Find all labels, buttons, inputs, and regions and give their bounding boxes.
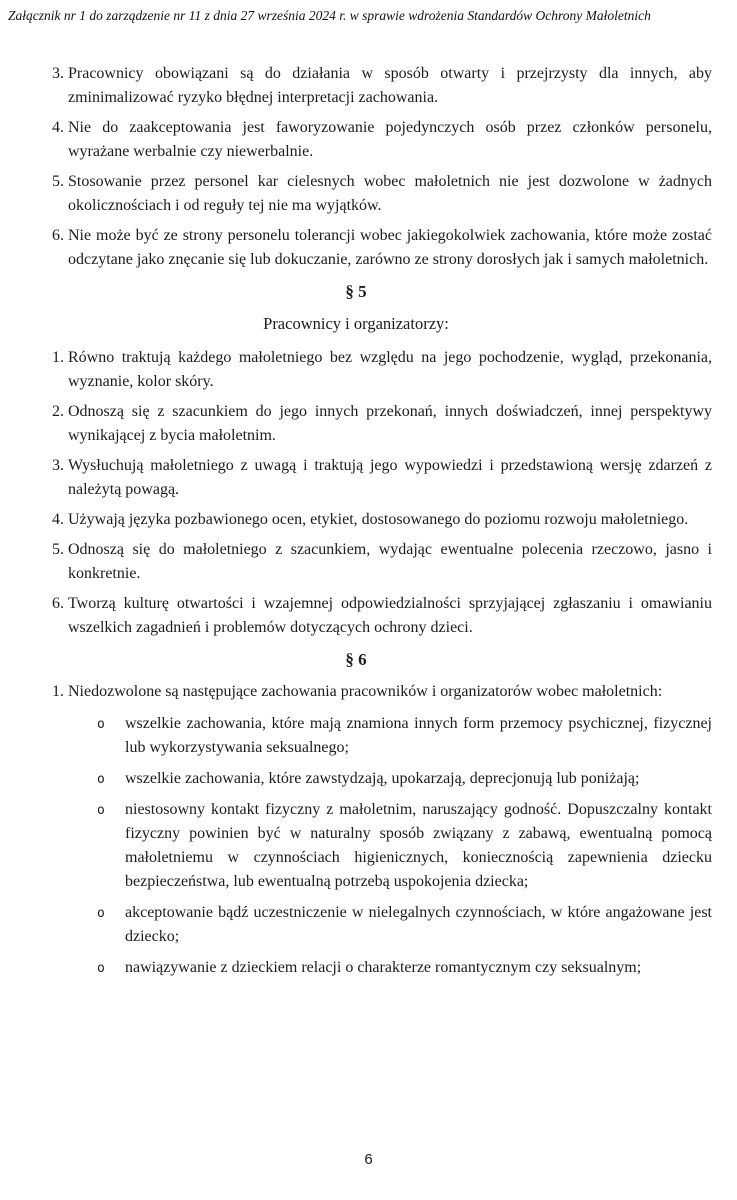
section-6-heading: § 6 [345, 650, 367, 669]
section-5-subheading: Pracownicy i organizatorzy: [263, 314, 449, 333]
item-text: Równo traktują każdego małoletniego bez względu na jego pochodzenie, wygląd, przekonania, wyznanie, kolor skóry. [68, 349, 712, 390]
item-text: Wysłuchują małoletniego z uwagą i traktują jego wypowiedzi i przedstawioną wersję zdarzeń z należytą powagą. [68, 457, 712, 498]
item-text: Nie może być ze strony personelu tolerancji wobec jakiegokolwiek zachowania, które może zostać odczytane jako znęcanie się lub dokuczanie, zarówno ze strony dorosłych jak i samych małoletnich. [68, 227, 712, 268]
numbered-item [68, 224, 712, 272]
item-text: nawiązywanie z dzieckiem relacji o charakterze romantycznym czy seksualnym; [125, 959, 642, 976]
item-text: wszelkie zachowania, które mają znamiona innych form przemocy psychicznej, fizycznej lub wykorzystywania seksualnego; [125, 715, 712, 756]
numbered-item [68, 538, 712, 586]
item-text: Nie do zaakceptowania jest faworyzowanie pojedynczych osób przez członków personelu, wyrażane werbalnie czy niewerbalnie. [68, 119, 712, 160]
bullet-marker-icon: o [97, 961, 105, 976]
numbered-item [68, 592, 712, 640]
bullet-item [97, 712, 712, 760]
item-text: Pracownicy obowiązani są do działania w sposób otwarty i przejrzysty dla innych, aby zminimalizować ryzyko błędnej interpretacji zachowania. [68, 65, 712, 106]
rules-list-continued [0, 62, 712, 272]
numbered-item [68, 400, 712, 448]
numbered-item [68, 680, 712, 980]
numbered-item [68, 170, 712, 218]
bullet-item [97, 798, 712, 894]
bullet-item [97, 767, 712, 791]
item-text: niestosowny kontakt fizyczny z małoletnim, naruszający godność. Dopuszczalny kontakt fizyczny powinien być w naturalny sposób związany z zabawą, ewentualną pomocą małoletniemu w czynnościach higienicznych, koniecznością zapewnienia dziecku bezpieczeństwa, lub ewentualną potrzebą uspokojenia dziecka; [125, 801, 712, 890]
bullet-item [97, 901, 712, 949]
bullet-item [97, 956, 712, 980]
item-text: akceptowanie bądź uczestniczenie w nielegalnych czynnościach, w które angażowane jest dziecko; [125, 904, 712, 945]
section-6-list [0, 680, 712, 980]
numbered-item [68, 116, 712, 164]
page-number: 6 [364, 1151, 373, 1168]
document-header: Załącznik nr 1 do zarządzenie nr 11 z dnia 27 września 2024 r. w sprawie wdrożenia Standardów Ochrony Małoletnich [8, 8, 651, 23]
document-body [0, 62, 737, 980]
bullet-marker-icon: o [97, 717, 105, 732]
numbered-item [68, 346, 712, 394]
item-text: wszelkie zachowania, które zawstydzają, upokarzają, deprecjonują lub poniżają; [125, 770, 640, 787]
numbered-item [68, 508, 712, 532]
numbered-item [68, 62, 712, 110]
bullet-marker-icon: o [97, 772, 105, 787]
numbered-item-text: Niedozwolone są następujące zachowania pracowników i organizatorów wobec małoletnich: [68, 683, 663, 700]
item-text: Używają języka pozbawionego ocen, etykiet, dostosowanego do poziomu rozwoju małoletniego. [68, 511, 689, 528]
bullet-marker-icon: o [97, 906, 105, 921]
item-text: Odnoszą się z szacunkiem do jego innych przekonań, innych doświadczeń, innej perspektywy wynikającej z bycia małoletnim. [68, 403, 712, 444]
item-text: Stosowanie przez personel kar cielesnych wobec małoletnich nie jest dozwolone w żadnych okolicznościach i od reguły tej nie ma wyjątków. [68, 173, 712, 214]
section-5-list [0, 346, 712, 640]
bullet-marker-icon: o [97, 803, 105, 818]
prohibited-behaviors-list [68, 712, 712, 980]
numbered-item [68, 454, 712, 502]
item-text: Tworzą kulturę otwartości i wzajemnej odpowiedzialności sprzyjającej zgłaszaniu i omawianiu wszelkich zagadnień i problemów dotyczących ochrony dzieci. [68, 595, 712, 636]
section-5-heading: § 5 [345, 282, 367, 301]
item-text: Odnoszą się do małoletniego z szacunkiem, wydając ewentualne polecenia rzeczowo, jasno i konkretnie. [68, 541, 712, 582]
